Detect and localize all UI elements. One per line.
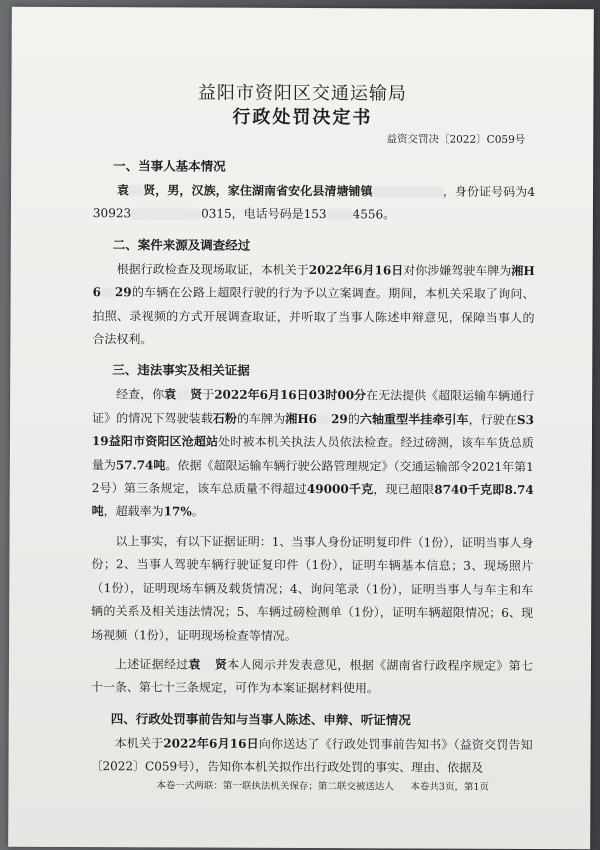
section-2-heading: 二、案件来源及调查经过 bbox=[112, 236, 251, 253]
footer-copies-note: 本卷一式两联：第一联执法机关保存；第二联交被送达人 bbox=[156, 780, 394, 793]
section-4-paragraph bbox=[90, 732, 532, 781]
agency-title: 益阳市资阳区交通运输局 bbox=[197, 82, 408, 105]
overload-mass: 8740千克即8.74吨 bbox=[91, 482, 534, 519]
date: 2022年6月16日 bbox=[163, 736, 259, 751]
text: ，超载率为 bbox=[103, 504, 164, 519]
vehicle-type: 六轴重型半挂牵引车 bbox=[359, 412, 469, 427]
party-surname: 袁 bbox=[188, 657, 201, 672]
location: S319益阳市资阳区沧超站 bbox=[91, 412, 534, 449]
date: 2022年6月16日 bbox=[308, 262, 404, 278]
text: 对你涉嫌驾驶车牌为 bbox=[403, 263, 512, 278]
text: 处时被本机关执法人员依法检查。经过磅测，该车车货总质量为 bbox=[91, 434, 534, 472]
section-3-heading: 三、违法事实及相关证据 bbox=[112, 362, 250, 379]
text: 于 bbox=[202, 388, 215, 403]
text: 的车牌为 bbox=[236, 411, 286, 426]
text: ，现已超限 bbox=[373, 482, 435, 497]
total-mass: 57.74吨 bbox=[115, 457, 166, 473]
text: 经查，你 bbox=[116, 387, 165, 402]
id-label: ，身份证号码为430923 bbox=[92, 184, 536, 221]
text: 。 bbox=[191, 504, 204, 520]
redaction bbox=[327, 210, 353, 221]
plate-suffix: 29 bbox=[331, 411, 348, 427]
mass-limit: 49000千克 bbox=[306, 482, 374, 497]
redaction bbox=[373, 186, 443, 197]
plate-prefix: 湘H6 bbox=[285, 411, 318, 426]
text: 的车辆在公路上超限行驶的行为予以立案调查。期间，本机关采取了询问、拍照、录视频的方式开展调查取证，并听取了当事人陈述申辩意见，保障当事人的合法权利。 bbox=[92, 285, 535, 347]
section-1-paragraph bbox=[93, 179, 535, 228]
party-surname: 袁 bbox=[164, 387, 177, 402]
text: 根据行政检查及现场取证，本机关于 bbox=[116, 262, 309, 277]
section-4-heading: 四、行政处罚事前告知与当事人陈述、申辩、听证情况 bbox=[110, 710, 411, 728]
section-2-paragraph bbox=[92, 258, 534, 354]
redaction bbox=[176, 390, 190, 401]
redaction bbox=[201, 659, 215, 670]
text: 向你送达了《行政处罚事前告知书》（益资交罚告知〔2022〕C059号），告知你本机关拟作出行政处罚的事实、理由、依据及 bbox=[90, 736, 533, 775]
id-phone: 0315，电话号码是153 bbox=[201, 206, 327, 222]
section-1-heading: 一、当事人基本情况 bbox=[113, 158, 226, 174]
document-title: 行政处罚决定书 bbox=[232, 106, 373, 129]
phone-tail: 4556。 bbox=[352, 207, 396, 222]
redaction bbox=[129, 185, 143, 196]
text: 本人阅示并发表意见，根据《湖南省行政程序规定》第七十一条、第七十三条规定，可作为本案证据材料使用。 bbox=[90, 657, 533, 696]
text: 。依据《超限运输车辆行驶公路管理规定》（交通运输部令2021年第12号）第三条规定，该车总质量不得超过 bbox=[91, 458, 534, 497]
text: 上述证据经过 bbox=[114, 657, 189, 672]
party-address: 湖南省安化县清塘铺镇 bbox=[251, 183, 373, 199]
footer-page-number: 本卷共3页，第1页 bbox=[410, 781, 490, 793]
cargo: 石粉 bbox=[212, 411, 238, 426]
party-name: 贤 bbox=[214, 657, 228, 672]
plate-prefix: 湘H6 bbox=[92, 263, 535, 300]
text: ，行驶在 bbox=[468, 412, 517, 427]
text: 的 bbox=[347, 412, 360, 427]
redaction bbox=[101, 287, 115, 298]
section-3-paragraph-1 bbox=[92, 384, 535, 526]
text: 本机关于 bbox=[114, 735, 164, 751]
document-page bbox=[8, 7, 594, 850]
overload-rate: 17% bbox=[163, 504, 192, 519]
datetime: 2022年6月16日03时00分 bbox=[214, 388, 367, 403]
party-surname: 袁 bbox=[117, 183, 130, 198]
section-3-paragraph-2: 以上事实，有以下证据证明：1、当事人身份证明复印件（1份），证明当事人身份；2、当事人驾驶车辆行驶证复印件（1份），证明车辆基本信息；3、现场照片（1份），证明现场车辆及载货情况；4、询问笔录（1份），证明当事人与车主和车辆的关系及相关违法情况；5、车辆过磅检测单（1份），证明车辆超限情况；6、现场视频（1份），证明现场检查等情况。 bbox=[91, 534, 534, 643]
document-number: 益资交罚决〔2022〕C059号 bbox=[386, 133, 526, 146]
document-body bbox=[90, 153, 535, 780]
section-3-paragraph-3 bbox=[91, 653, 533, 702]
text: 在无法提供《超限运输车辆通行证》的情况下驾驶装载 bbox=[92, 388, 535, 426]
party-info: 贤，男，汉族，家住 bbox=[143, 183, 252, 198]
party-name: 贤 bbox=[190, 387, 203, 403]
redaction bbox=[317, 414, 331, 425]
plate-suffix: 29 bbox=[114, 285, 132, 300]
redaction bbox=[131, 209, 201, 220]
